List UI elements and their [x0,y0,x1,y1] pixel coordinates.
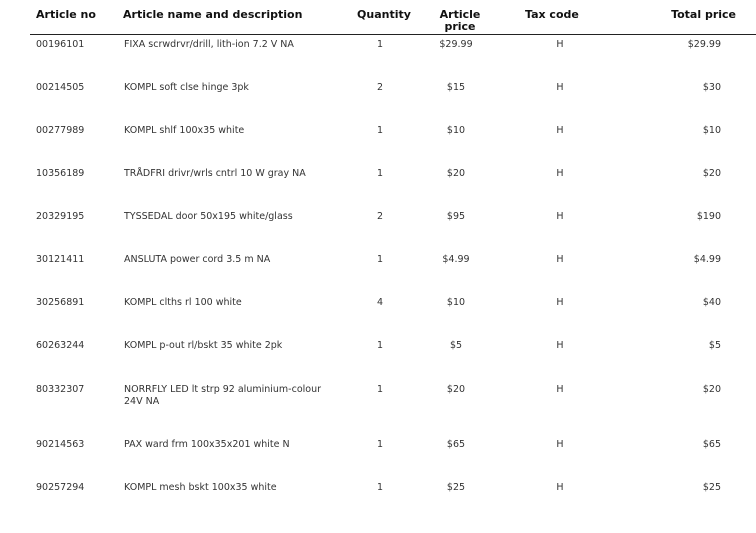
header-quantity: Quantity [357,8,411,21]
article-no: 00196101 [36,39,85,50]
article-name: KOMPL soft clse hinge 3pk [124,82,249,93]
header-article-price: Article price [439,8,481,33]
quantity: 1 [376,340,384,351]
tax-code: H [556,125,564,136]
total-price: $10 [702,125,721,136]
article-price: $25 [446,482,466,493]
quantity: 1 [376,384,384,395]
article-no: 00214505 [36,82,85,93]
article-name: FIXA scrwdrvr/drill, lith-ion 7.2 V NA [124,39,294,50]
total-price: $20 [702,384,721,395]
article-price: $20 [446,384,466,395]
article-no: 30256891 [36,297,85,308]
total-price: $4.99 [693,254,721,265]
tax-code: H [556,340,564,351]
article-price: $10 [446,125,466,136]
tax-code: H [556,439,564,450]
article-name: KOMPL mesh bskt 100x35 white [124,482,277,493]
table-header [0,0,756,36]
total-price: $65 [702,439,721,450]
total-price: $5 [708,340,721,351]
article-name: TYSSEDAL door 50x195 white/glass [124,211,293,222]
article-name: PAX ward frm 100x35x201 white N [124,439,290,450]
total-price: $40 [702,297,721,308]
header-divider [30,34,756,35]
total-price: $20 [702,168,721,179]
quantity: 1 [376,254,384,265]
article-no: 10356189 [36,168,85,179]
tax-code: H [556,297,564,308]
article-no: 90257294 [36,482,85,493]
quantity: 1 [376,439,384,450]
quantity: 2 [376,82,384,93]
header-total-price: Total price [671,8,736,21]
tax-code: H [556,39,564,50]
total-price: $25 [702,482,721,493]
article-name: KOMPL clths rl 100 white [124,297,242,308]
article-no: 00277989 [36,125,85,136]
header-tax-code: Tax code [525,8,579,21]
article-price: $20 [446,168,466,179]
quantity: 2 [376,211,384,222]
tax-code: H [556,82,564,93]
tax-code: H [556,482,564,493]
tax-code: H [556,254,564,265]
quantity: 4 [376,297,384,308]
article-price: $15 [446,82,466,93]
quantity: 1 [376,482,384,493]
article-no: 30121411 [36,254,85,265]
tax-code: H [556,168,564,179]
article-no: 90214563 [36,439,85,450]
quantity: 1 [376,39,384,50]
article-name: KOMPL p-out rl/bskt 35 white 2pk [124,340,283,351]
article-price: $10 [446,297,466,308]
article-price: $95 [446,211,466,222]
article-price: $5 [449,340,463,351]
total-price: $30 [702,82,721,93]
article-name: TRÅDFRI drivr/wrls cntrl 10 W gray NA [124,168,306,179]
article-price: $4.99 [442,254,470,265]
article-price: $29.99 [439,39,473,50]
article-no: 80332307 [36,384,85,395]
tax-code: H [556,211,564,222]
article-name: ANSLUTA power cord 3.5 m NA [124,254,271,265]
quantity: 1 [376,125,384,136]
article-name: KOMPL shlf 100x35 white [124,125,245,136]
header-article-no: Article no [36,8,96,21]
article-no: 20329195 [36,211,85,222]
article-no: 60263244 [36,340,85,351]
total-price: $29.99 [687,39,721,50]
total-price: $190 [696,211,721,222]
tax-code: H [556,384,564,395]
header-article-name: Article name and description [123,8,303,21]
quantity: 1 [376,168,384,179]
article-name: NORRFLY LED lt strp 92 aluminium-colour 24V NA [124,384,322,407]
article-price: $65 [446,439,466,450]
